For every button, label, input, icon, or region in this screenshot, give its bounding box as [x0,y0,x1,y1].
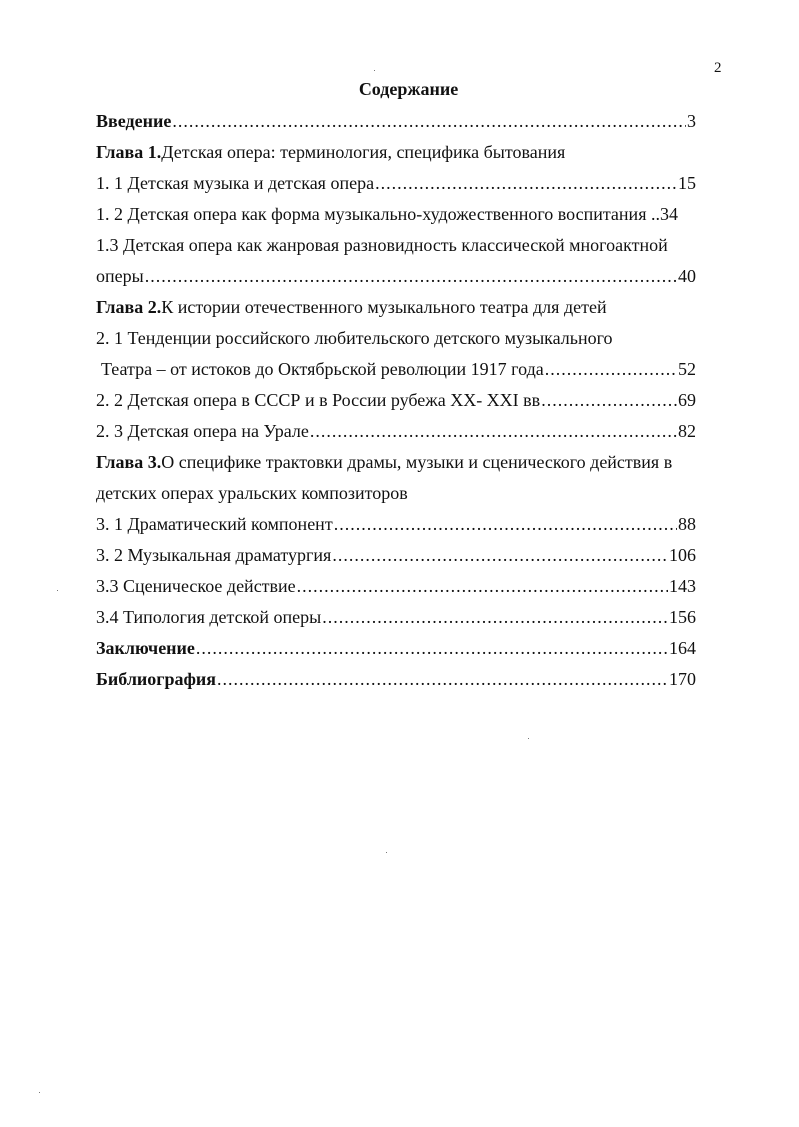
scan-speck [39,1092,40,1093]
toc-leader-dots [217,664,668,695]
toc-entry [96,385,696,416]
toc-heading: Библиография [96,669,217,689]
toc-leader-dots [196,633,668,664]
toc-entry [96,447,696,478]
toc-entry-text: О специфике трактовки драмы, музыки и сценического действия в [161,452,673,472]
toc-page-number: 170 [669,669,696,689]
table-of-contents [96,106,696,695]
toc-leader-dots [541,385,677,416]
toc-entry [96,106,696,137]
toc-entry [96,323,696,354]
toc-entry-text: Театра – от истоков до Октябрьской революции 1917 года [101,359,544,379]
scan-speck [374,70,375,71]
toc-entry-text: Детская опера: терминология, специфика бытования [161,142,566,162]
toc-entry [96,540,696,571]
toc-page-number: 82 [678,421,696,441]
toc-leader-dots [334,509,677,540]
toc-heading: Заключение [96,638,195,658]
toc-entry [96,633,696,664]
scan-speck [386,852,387,853]
toc-heading: Глава 1. [96,142,162,162]
toc-page-number: 88 [678,514,696,534]
toc-heading: Введение [96,111,172,131]
page-title: Содержание [358,79,459,99]
toc-leader-dots [545,354,677,385]
toc-entry [96,354,696,385]
toc-entry-text: 1. 1 Детская музыка и детская опера [96,173,375,193]
toc-entry [96,292,696,323]
toc-entry-text: 1. 2 Детская опера как форма музыкально-художественного воспитания .. [96,204,660,224]
toc-leader-dots [375,168,677,199]
toc-page-number: 52 [678,359,696,379]
toc-entry-text: 2. 1 Тенденции российского любительского детского музыкального [96,328,613,348]
toc-page-number: 34 [659,204,678,224]
toc-page-number: 3 [687,111,696,131]
toc-entry [96,478,696,509]
toc-entry [96,261,696,292]
toc-entry-text: 3.3 Сценическое действие [96,576,296,596]
toc-leader-dots [145,261,677,292]
toc-entry [96,571,696,602]
toc-page-number: 106 [669,545,696,565]
toc-page-number: 69 [678,390,696,410]
toc-entry-text: 2. 2 Детская опера в СССР и в России рубежа XX- XXI вв [96,390,541,410]
toc-entry [96,168,696,199]
toc-entry [96,602,696,633]
toc-entry [96,664,696,695]
toc-entry-text: 1.3 Детская опера как жанровая разновидность классической многоактной [96,235,668,255]
toc-heading: Глава 3. [96,452,162,472]
toc-heading: Глава 2. [96,297,162,317]
toc-entry-text: 3. 1 Драматический компонент [96,514,333,534]
toc-entry-text: К истории отечественного музыкального театра для детей [161,297,607,317]
toc-entry [96,199,696,230]
toc-entry [96,230,696,261]
toc-page-number: 15 [678,173,696,193]
toc-leader-dots [322,602,668,633]
toc-leader-dots [297,571,668,602]
toc-entry [96,509,696,540]
toc-page-number: 164 [669,638,696,658]
scan-speck [57,590,58,591]
scan-speck [528,738,529,739]
toc-leader-dots [310,416,677,447]
toc-entry-text: детских операх уральских композиторов [96,483,408,503]
toc-entry-text: 3.4 Типология детской оперы [96,607,322,627]
toc-leader-dots [332,540,668,571]
toc-entry-text: оперы [96,266,144,286]
page-number: 2 [714,60,722,76]
toc-entry-text: 2. 3 Детская опера на Урале [96,421,309,441]
toc-entry-text: 3. 2 Музыкальная драматургия [96,545,332,565]
toc-page-number: 40 [678,266,696,286]
toc-entry [96,137,696,168]
toc-entry [96,416,696,447]
toc-page-number: 156 [669,607,696,627]
toc-page-number: 143 [669,576,696,596]
toc-leader-dots [172,106,686,137]
